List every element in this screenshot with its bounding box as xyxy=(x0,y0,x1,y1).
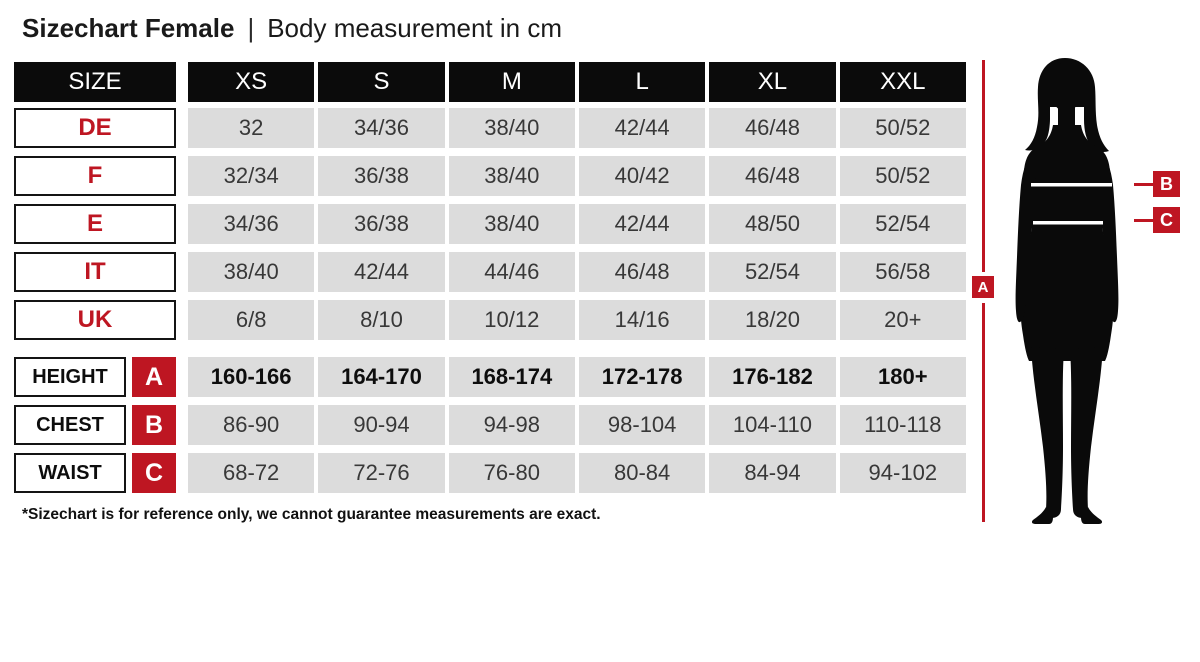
column-header-l: L xyxy=(579,62,705,102)
size-value-cell: 18/20 xyxy=(709,300,835,340)
page-title xyxy=(22,13,562,44)
height-measure-line-bottom xyxy=(982,303,985,522)
size-column-header: SIZE xyxy=(14,62,176,102)
size-value-cell: 32/34 xyxy=(188,156,314,196)
title-main: Sizechart Female xyxy=(22,13,235,43)
size-value-cell: 32 xyxy=(188,108,314,148)
size-value-cell: 46/48 xyxy=(579,252,705,292)
chest-connector-line xyxy=(1134,183,1153,186)
size-value-cell: 8/10 xyxy=(318,300,444,340)
column-header-m: M xyxy=(449,62,575,102)
size-value-cell: 38/40 xyxy=(449,156,575,196)
size-value-cell: 34/36 xyxy=(188,204,314,244)
title-subtitle: Body measurement in cm xyxy=(267,13,562,43)
row-label-height: HEIGHT xyxy=(14,357,126,397)
measure-value-cell: 86-90 xyxy=(188,405,314,445)
title-separator: | xyxy=(247,13,255,43)
size-value-cell: 42/44 xyxy=(579,204,705,244)
row-values-it xyxy=(188,252,966,292)
measure-value-cell: 110-118 xyxy=(840,405,966,445)
size-value-cell: 46/48 xyxy=(709,108,835,148)
size-value-cell: 42/44 xyxy=(318,252,444,292)
size-value-cell: 46/48 xyxy=(709,156,835,196)
row-values-chest xyxy=(188,405,966,445)
measure-value-cell: 80-84 xyxy=(579,453,705,493)
size-value-cell: 48/50 xyxy=(709,204,835,244)
table-row-e xyxy=(14,204,966,244)
footnote: *Sizechart is for reference only, we cannot guarantee measurements are exact. xyxy=(22,506,601,523)
table-row-height xyxy=(14,357,966,397)
size-value-cell: 40/42 xyxy=(579,156,705,196)
size-value-cell: 10/12 xyxy=(449,300,575,340)
measure-value-cell: 104-110 xyxy=(709,405,835,445)
figure-marker-b: B xyxy=(1153,171,1180,197)
column-header-s: S xyxy=(318,62,444,102)
size-value-cell: 38/40 xyxy=(188,252,314,292)
waist-connector-line xyxy=(1134,219,1153,222)
table-row-f xyxy=(14,156,966,196)
size-value-cell: 14/16 xyxy=(579,300,705,340)
column-header-xs: XS xyxy=(188,62,314,102)
measure-value-cell: 164-170 xyxy=(318,357,444,397)
size-table xyxy=(14,62,966,493)
size-value-cell: 56/58 xyxy=(840,252,966,292)
size-value-cell: 38/40 xyxy=(449,108,575,148)
size-value-cell: 44/46 xyxy=(449,252,575,292)
row-values-height xyxy=(188,357,966,397)
figure-marker-c: C xyxy=(1153,207,1180,233)
row-values-f xyxy=(188,156,966,196)
table-row-chest xyxy=(14,405,966,445)
column-header-xxl: XXL xyxy=(840,62,966,102)
measure-value-cell: 168-174 xyxy=(449,357,575,397)
measure-value-cell: 176-182 xyxy=(709,357,835,397)
size-value-cell: 34/36 xyxy=(318,108,444,148)
height-measure-line-top xyxy=(982,60,985,272)
size-value-cell: 50/52 xyxy=(840,108,966,148)
figure-marker-a: A xyxy=(972,276,994,298)
waist-line xyxy=(1033,221,1103,225)
size-value-cell: 52/54 xyxy=(709,252,835,292)
size-value-cell: 38/40 xyxy=(449,204,575,244)
column-headers xyxy=(188,62,966,102)
letter-badge-c: C xyxy=(132,453,176,493)
measure-value-cell: 72-76 xyxy=(318,453,444,493)
measure-value-cell: 94-98 xyxy=(449,405,575,445)
measure-value-cell: 98-104 xyxy=(579,405,705,445)
row-values-waist xyxy=(188,453,966,493)
table-header-row xyxy=(14,62,966,102)
row-label-uk: UK xyxy=(14,300,176,340)
size-value-cell: 50/52 xyxy=(840,156,966,196)
size-value-cell: 6/8 xyxy=(188,300,314,340)
letter-badge-b: B xyxy=(132,405,176,445)
measure-value-cell: 160-166 xyxy=(188,357,314,397)
measure-value-cell: 76-80 xyxy=(449,453,575,493)
measure-value-cell: 180+ xyxy=(840,357,966,397)
row-values-uk xyxy=(188,300,966,340)
row-values-e xyxy=(188,204,966,244)
row-values-de xyxy=(188,108,966,148)
measure-value-cell: 84-94 xyxy=(709,453,835,493)
table-row-waist xyxy=(14,453,966,493)
row-label-it: IT xyxy=(14,252,176,292)
table-row-it xyxy=(14,252,966,292)
letter-badge-a: A xyxy=(132,357,176,397)
row-label-f: F xyxy=(14,156,176,196)
measure-label-waist xyxy=(14,453,176,493)
female-silhouette-image xyxy=(1005,57,1135,527)
row-label-de: DE xyxy=(14,108,176,148)
measure-label-chest xyxy=(14,405,176,445)
row-label-waist: WAIST xyxy=(14,453,126,493)
size-value-cell: 36/38 xyxy=(318,156,444,196)
measure-value-cell: 90-94 xyxy=(318,405,444,445)
chest-line xyxy=(1031,183,1112,187)
size-value-cell: 42/44 xyxy=(579,108,705,148)
row-label-chest: CHEST xyxy=(14,405,126,445)
table-row-uk xyxy=(14,300,966,340)
measure-value-cell: 94-102 xyxy=(840,453,966,493)
size-value-cell: 36/38 xyxy=(318,204,444,244)
body-figure-diagram xyxy=(965,55,1200,535)
size-value-cell: 52/54 xyxy=(840,204,966,244)
table-row-de xyxy=(14,108,966,148)
size-value-cell: 20+ xyxy=(840,300,966,340)
column-header-xl: XL xyxy=(709,62,835,102)
row-label-e: E xyxy=(14,204,176,244)
measure-value-cell: 68-72 xyxy=(188,453,314,493)
measure-label-height xyxy=(14,357,176,397)
measure-value-cell: 172-178 xyxy=(579,357,705,397)
